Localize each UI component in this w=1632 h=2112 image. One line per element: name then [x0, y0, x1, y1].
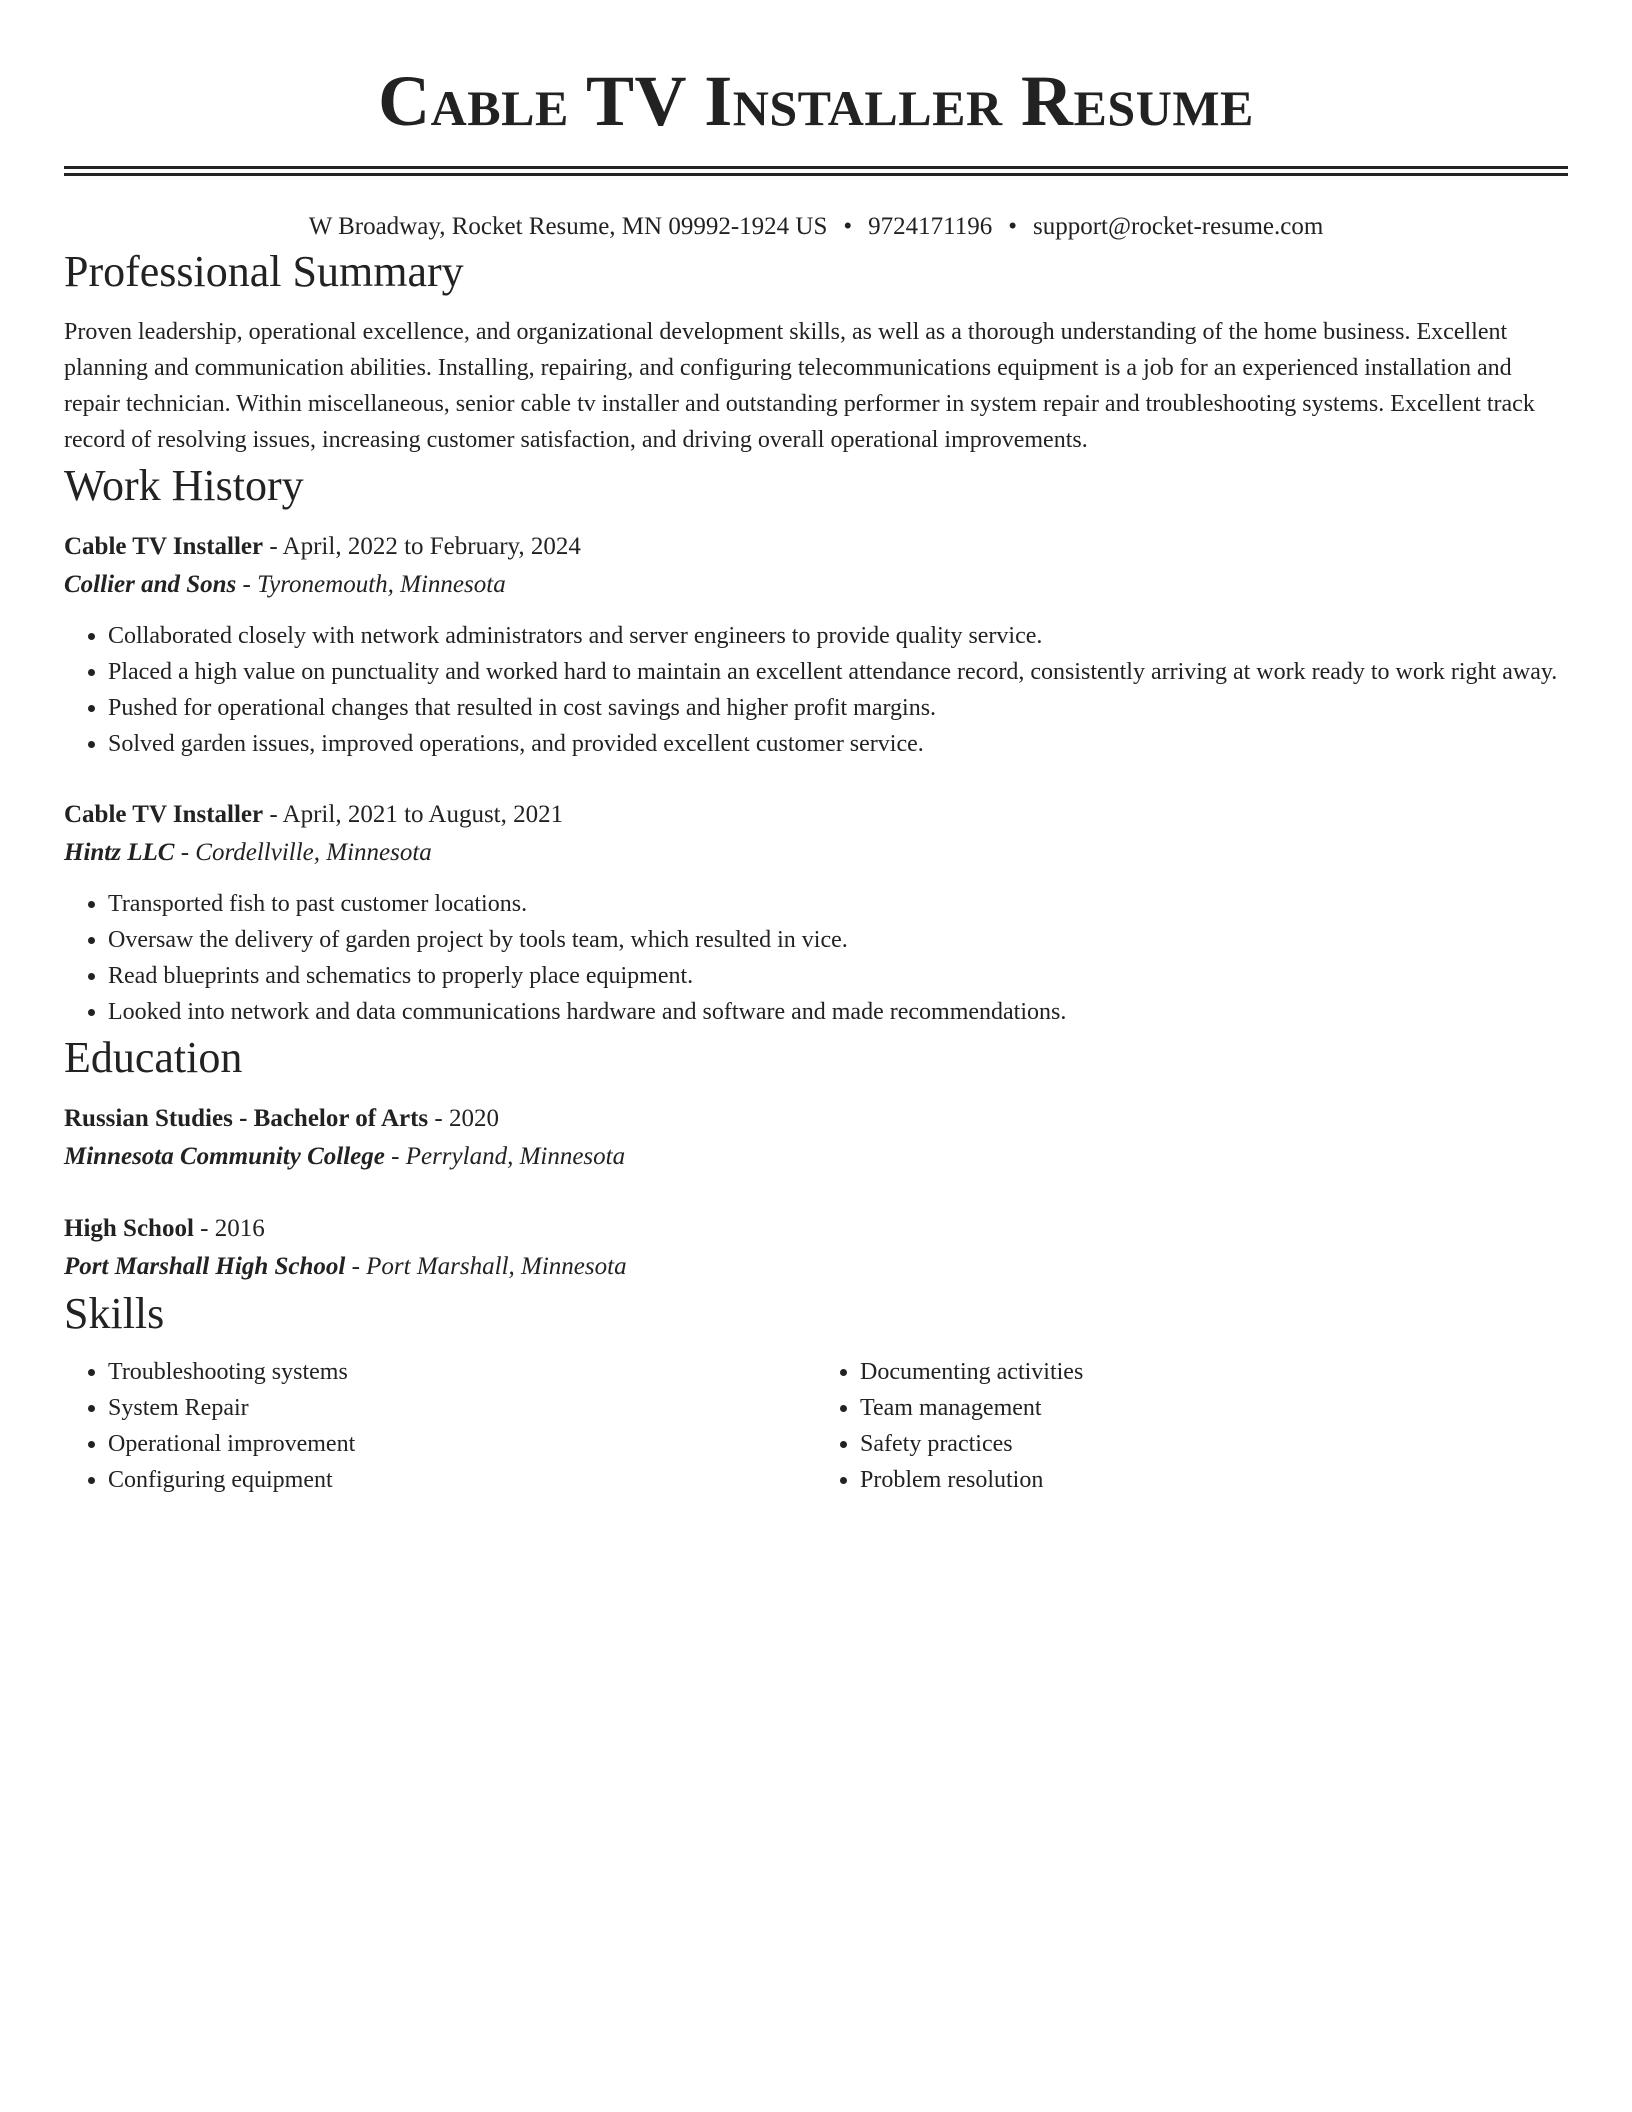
education-entry [64, 1210, 1568, 1286]
education-year: - 2020 [428, 1105, 499, 1132]
work-history-heading: Work History [64, 461, 304, 510]
title-divider [64, 166, 1568, 176]
job-bullet: • Solved garden issues, improved operations, and provided excellent customer service. [108, 726, 1568, 762]
skill-item: • Problem resolution [860, 1462, 1568, 1498]
job-company: Hintz LLC [64, 839, 175, 866]
job-dates: - April, 2021 to August, 2021 [263, 801, 564, 828]
education-school-line [64, 1248, 1568, 1286]
job-bullet: • Looked into network and data communications hardware and software and made recommendations. [108, 994, 1568, 1030]
job-entry [64, 796, 1568, 1030]
job-title-line [64, 796, 1568, 834]
education-school-line [64, 1138, 1568, 1176]
skill-item: • Operational improvement [108, 1426, 816, 1462]
education-location: - Port Marshall, Minnesota [345, 1253, 627, 1280]
job-company-line [64, 566, 1568, 604]
job-bullet: • Placed a high value on punctuality and worked hard to maintain an excellent attendance record, consistently arriving at work ready to work right away. [108, 654, 1568, 690]
job-bullets [64, 618, 1568, 762]
skill-item: • Documenting activities [860, 1354, 1568, 1390]
job-title-line [64, 528, 1568, 566]
skill-item: • System Repair [108, 1390, 816, 1426]
education-degree: High School [64, 1215, 194, 1242]
skill-item: • Safety practices [860, 1426, 1568, 1462]
job-dates: - April, 2022 to February, 2024 [263, 533, 581, 560]
skill-item: • Configuring equipment [108, 1462, 816, 1498]
job-location: - Cordellville, Minnesota [174, 839, 432, 866]
job-title: Cable TV Installer [64, 801, 264, 828]
job-bullet: • Oversaw the delivery of garden project by tools team, which resulted in vice. [108, 922, 1568, 958]
contact-phone: 9724171196 [868, 213, 993, 240]
education-degree-line [64, 1100, 1568, 1138]
job-bullet: • Collaborated closely with network administrators and server engineers to provide quality service. [108, 618, 1568, 654]
job-location: - Tyronemouth, Minnesota [236, 571, 506, 598]
job-company-line [64, 834, 1568, 872]
skill-item: • Team management [860, 1390, 1568, 1426]
job-bullets [64, 886, 1568, 1030]
education-location: - Perryland, Minnesota [384, 1143, 626, 1170]
education-school: Minnesota Community College [64, 1143, 385, 1170]
contact-address: W Broadway, Rocket Resume, MN 09992-1924 US [308, 213, 828, 240]
contact-email: support@rocket-resume.com [1033, 213, 1324, 240]
skills-column-right [816, 1354, 1568, 1498]
job-bullet: • Read blueprints and schematics to properly place equipment. [108, 958, 1568, 994]
education-heading: Education [64, 1033, 243, 1082]
job-title: Cable TV Installer [64, 533, 264, 560]
education-degree-line [64, 1210, 1568, 1248]
resume-title: Cable TV Installer Resume [378, 61, 1254, 141]
contact-separator: • [843, 213, 853, 240]
summary-heading: Professional Summary [64, 247, 464, 296]
contact-line [64, 210, 1568, 244]
job-company: Collier and Sons [64, 571, 237, 598]
skills-column-left [64, 1354, 816, 1498]
contact-separator: • [1008, 213, 1017, 240]
job-entry [64, 528, 1568, 762]
skills-grid [64, 1354, 1568, 1498]
skills-heading: Skills [64, 1289, 165, 1338]
job-bullet: • Transported fish to past customer locations. [108, 886, 1568, 922]
education-entry [64, 1100, 1568, 1176]
education-year: - 2016 [193, 1215, 265, 1242]
skill-item: • Troubleshooting systems [108, 1354, 816, 1390]
job-bullet: • Pushed for operational changes that resulted in cost savings and higher profit margins. [108, 690, 1568, 726]
education-degree: Russian Studies - Bachelor of Arts [64, 1105, 429, 1132]
education-school: Port Marshall High School [64, 1253, 346, 1280]
summary-text: Proven leadership, operational excellence, and organizational development skills, as well as a thorough understanding of the home business. Excellent planning and communication abilities. Installing, repairing, and configuring telecommunications equipment is a job for an experienced installation and repair technician. Within miscellaneous, senior cable tv installer and outstanding performer in system repair and troubleshooting systems. Excellent track record of resolving issues, increasing customer satisfaction, and driving overall operational improvements. [64, 319, 1535, 453]
